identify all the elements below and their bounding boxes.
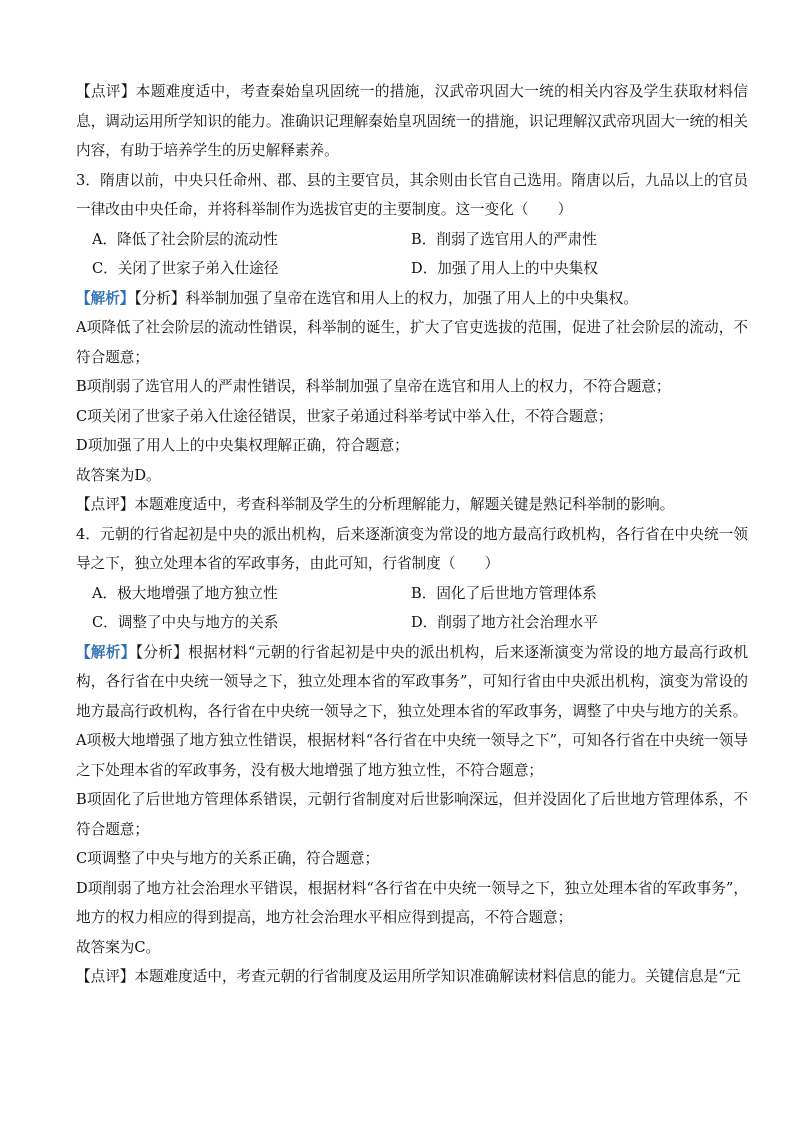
q4-b-explanation: B项固化了后世地方管理体系错误，元朝行省制度对后世影响深远，但并没固化了后世地方管理体系，不符合题意； [76, 791, 748, 838]
q4-stem: 4．元朝的行省起初是中央的派出机构，后来逐渐演变为常设的地方最高行政机构，各行省在中央统一领导之下，独立处理本省的军政事务，由此可知，行省制度（ ） [76, 525, 748, 572]
q3-option-row [76, 225, 748, 255]
jiexi-tag: 【解析】 [76, 289, 135, 307]
q4-option-row [76, 579, 748, 609]
q4-options [76, 579, 748, 638]
q4-review [76, 962, 748, 992]
q2-review [76, 77, 748, 166]
q4-option-c: C．调整了中央与地方的关系 [92, 614, 279, 631]
q4-review-text: 本题难度适中，考查元朝的行省制度及运用所学知识准确解读材料信息的能力。关键信息是“元 [134, 968, 741, 985]
q4-d-explanation: D项削弱了地方社会治理水平错误，根据材料“各行省在中央统一领导之下，独立处理本省的军政事务”，地方的权力相应的得到提高，地方社会治理水平相应得到提高，不符合题意； [76, 879, 748, 926]
fenxi-tag: 【分析】 [135, 643, 189, 661]
q3-review-text: 本题难度适中，考查科举制及学生的分析理解能力，解题关键是熟记科举制的影响。 [134, 496, 675, 513]
review-tag: 【点评】 [76, 496, 135, 513]
q3-option-d: D．加强了用人上的中央集权 [411, 260, 598, 277]
q2-review-text: 本题难度适中，考查秦始皇巩固统一的措施，汉武帝巩固大一统的相关内容及学生获取材料信息，调动运用所学知识的能力。准确识记理解秦始皇巩固统一的措施，识记理解汉武帝巩固大一统的相关内容，有助于培养学生的历史解释素养。 [76, 83, 748, 159]
q3-stem: 3．隋唐以前，中央只任命州、郡、县的主要官员，其余则由长官自己选用。隋唐以后，九品以上的官员一律改由中央任命，并将科举制作为选拔官吏的主要制度。这一变化（ ） [76, 171, 748, 218]
q3-option-c: C．关闭了世家子弟入仕途径 [92, 260, 279, 277]
q3-options [76, 225, 748, 284]
q3-d-explanation: D项加强了用人上的中央集权理解正确，符合题意； [76, 437, 409, 454]
review-tag: 【点评】 [76, 83, 136, 100]
q4-a-explanation: A项极大地增强了地方独立性错误，根据材料“各行省在中央统一领导之下”，可知各行省在中央统一领导之下处理本省的军政事务，没有极大地增强了地方独立性，不符合题意； [76, 732, 748, 779]
document-page [76, 77, 748, 992]
q4-analysis [76, 638, 748, 727]
q3-b-explanation: B项削弱了选官用人的严肃性错误，科举制加强了皇帝在选官和用人上的权力，不符合题意； [76, 378, 671, 395]
q4-option-b: B．固化了后世地方管理体系 [411, 584, 597, 602]
q3-option-a: A．降低了社会阶层的流动性 [92, 230, 278, 248]
q4-option-row [76, 608, 748, 638]
review-tag: 【点评】 [76, 968, 135, 985]
q3-option-row [76, 254, 748, 284]
q3-c-explanation: C项关闭了世家子弟入仕途径错误，世家子弟通过科举考试中举入仕，不符合题意； [76, 407, 613, 425]
jiexi-tag: 【解析】 [76, 643, 136, 661]
q3-review [76, 490, 748, 520]
q3-answer: 故答案为D。 [76, 466, 161, 484]
q4-option-d: D．削弱了地方社会治理水平 [411, 614, 598, 631]
q4-c-explanation: C项调整了中央与地方的关系正确，符合题意； [76, 850, 380, 867]
fenxi-tag: 【分析】 [134, 289, 186, 307]
q4-analysis-text: 根据材料“元朝的行省起初是中央的派出机构，后来逐渐演变为常设的地方最高行政机构，各行省在中央统一领导之下，独立处理本省的军政事务”，可知行省由中央派出机构，演变为常设的地方最高行政机构，各行省在中央统一领导之下，独立处理本省的军政事务，调整了中央与地方的关系。 [76, 643, 748, 720]
q3-analysis [76, 284, 748, 314]
q3-analysis-text: 科举制加强了皇帝在选官和用人上的权力，加强了用人上的中央集权。 [185, 289, 638, 307]
q4-option-a: A．极大地增强了地方独立性 [92, 584, 278, 602]
q3-a-explanation: A项降低了社会阶层的流动性错误，科举制的诞生，扩大了官吏选拔的范围，促进了社会阶层的流动，不符合题意； [76, 319, 748, 366]
q4-answer: 故答案为C。 [76, 938, 161, 956]
q3-option-b: B．削弱了选官用人的严肃性 [411, 230, 597, 248]
